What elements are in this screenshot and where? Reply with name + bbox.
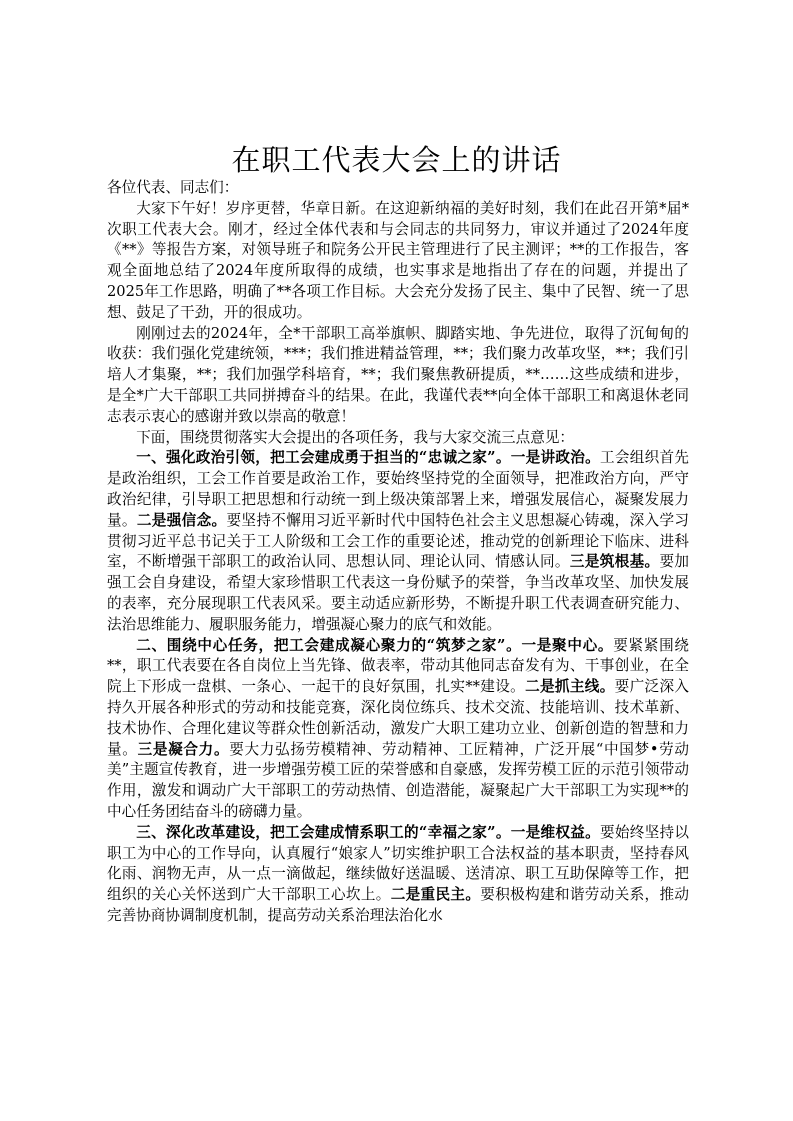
paragraph-text: 大家下午好！岁序更替，华章日新。在这迎新纳福的美好时刻，我们在此召开第*届*次职工代表大会。刚才，经过全体代表和与会同志的共同努力，审议并通过了2024年度《**》等报告方案，对领导班子和院务公开民主管理进行了民主测评；**的工作报告，客观全面地总结了2024年度所取得的成绩，也实事求是地指出了存在的问题，并提出了2025年工作思路，明确了**各项工作目标。大会充分发扬了民主、集中了民智、统一了思想、鼓足了干劲，开的很成功。 (107, 199, 689, 321)
section-heading: 二、围绕中心任务，把工会建成凝心聚力的“筑梦之家”。一是聚中心。 (136, 636, 614, 654)
document-title: 在职工代表大会上的讲话 (231, 143, 562, 177)
section-heading: 三、深化改革建设，把工会建成情系职工的“幸福之家”。一是维权益。 (136, 823, 600, 841)
paragraph-text: 要积极构建和谐劳动关系，推动完善协商协调制度机制，提高劳动关系治理法治化水 (107, 886, 689, 924)
point-heading: 三是凝合力。 (137, 740, 230, 758)
paragraph-text: 要始终坚持以职工为中心的工作导向，认真履行“娘家人”切实维护职工合法权益的基本职责，坚持春风化雨、润物无声，从一点一滴做起，继续做好送温暖、送清凉、职工互助保障等工作，把组织的关心关怀送到广大干部职工心坎上。 (107, 823, 689, 904)
paragraph-achievements (107, 324, 689, 428)
greeting: 各位代表、同志们： (107, 179, 239, 196)
section-one (107, 448, 689, 635)
paragraph-text: 工会组织首先是政治组织，工会工作首要是政治工作，要始终坚持党的全面领导，把准政治方向，严守政治纪律，引导职工把思想和行动统一到上级决策部署上来，增强发展信心，凝聚发展力量。 (107, 449, 689, 529)
section-two (107, 636, 689, 823)
section-three (107, 823, 689, 927)
point-heading: 二是抓主线。 (525, 678, 615, 696)
paragraph-intro (107, 428, 689, 449)
paragraph-text: 要大力弘扬劳模精神、劳动精神、工匠精神，广泛开展“中国梦•劳动美”主题宣传教育，进一步增强劳模工匠的荣誉感和自豪感，发挥劳模工匠的示范引领带动作用，激发和调动广大干部职工的劳动热情、创造潜能，凝聚起广大干部职工为实现**的中心任务团结奋斗的磅礴力量。 (107, 740, 689, 820)
paragraph-text: 要广泛深入持久开展各种形式的劳动和技能竞赛，深化岗位练兵、技术交流、技能培训、技术革新、技术协作、合理化建议等群众性创新活动，激发广大职工建功立业、创新创造的智慧和力量。 (107, 678, 689, 758)
paragraph-text: 要加强工会自身建设，希望大家珍惜职工代表这一身份赋予的荣誉，争当改革攻坚、加快发展的表率，充分展现职工代表风采。要主动适应新形势，不断提升职工代表调查研究能力、法治思维能力、履职服务能力，增强凝心聚力的底气和效能。 (107, 553, 689, 633)
point-heading: 二是强信念。 (136, 511, 227, 529)
paragraph-text: 要紧紧围绕**，职工代表要在各自岗位上当先锋、做表率，带动其他同志奋发有为、干事创业，在全院上下形成一盘棋、一条心、一起干的良好氛围，扎实**建设。 (107, 636, 689, 696)
document-body (107, 178, 689, 927)
section-heading: 一、强化政治引领，把工会建成勇于担当的“忠诚之家”。一是讲政治。 (136, 449, 600, 467)
paragraph-text: 要坚持不懈用习近平新时代中国特色社会主义思想凝心铸魂，深入学习贯彻习近平总书记关于工人阶级和工会工作的重要论述，推动党的创新理论下临床、进科室，不断增强干部职工的政治认同、思想认同、理论认同、情感认同。 (107, 511, 689, 571)
point-heading: 二是重民主。 (390, 886, 481, 904)
point-heading: 三是筑根基。 (569, 553, 660, 571)
paragraph-opening (107, 199, 689, 324)
paragraph-text: 下面，围绕贯彻落实大会提出的各项任务，我与大家交流三点意见： (136, 428, 575, 446)
paragraph-text: 刚刚过去的2024年，全*干部职工高举旗帜、脚踏实地、争先进位，取得了沉甸甸的收获：我们强化党建统领，***；我们推进精益管理，**；我们聚力改革攻坚，**；我们引培人才集聚，**；我们加强学科培育，**；我们聚焦教研提质，**……这些成绩和进步，是全*广大干部职工共同拼搏奋斗的结果。在此，我谨代表**向全体干部职工和离退休老同志表示衷心的感谢并致以崇高的敬意！ (107, 324, 689, 425)
